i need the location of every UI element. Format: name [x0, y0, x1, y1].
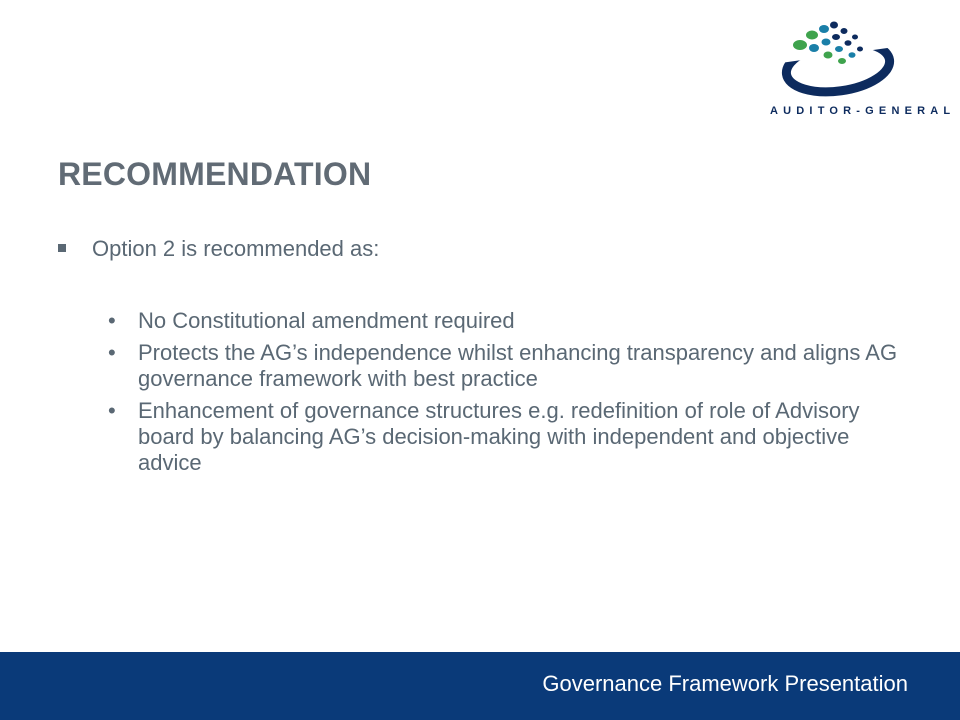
logo-text: AUDITOR-GENERAL [770, 105, 956, 117]
bullet-dot-icon: • [108, 398, 116, 423]
footer-text: Governance Framework Presentation [542, 671, 908, 696]
bullet-list [108, 308, 908, 482]
footer-bar [0, 652, 960, 720]
list-item [108, 340, 908, 392]
bullet-text: Enhancement of governance structures e.g. redefinition of role of Advisory board by balancing AG’s decision-making with independent and objective advice [138, 398, 860, 475]
square-bullet-icon [58, 244, 66, 252]
logo-emblem-icon [770, 15, 945, 105]
bullet-dot-icon: • [108, 308, 116, 333]
page-title: RECOMMENDATION [58, 156, 372, 192]
lead-statement [58, 236, 379, 262]
list-item [108, 398, 908, 476]
bullet-text: Protects the AG’s independence whilst enhancing transparency and aligns AG governance framework with best practice [138, 340, 898, 391]
lead-text: Option 2 is recommended as: [92, 236, 380, 261]
list-item [108, 308, 908, 334]
bullet-dot-icon: • [108, 340, 116, 365]
bullet-text: No Constitutional amendment required [138, 308, 515, 333]
auditor-general-logo [770, 15, 956, 125]
